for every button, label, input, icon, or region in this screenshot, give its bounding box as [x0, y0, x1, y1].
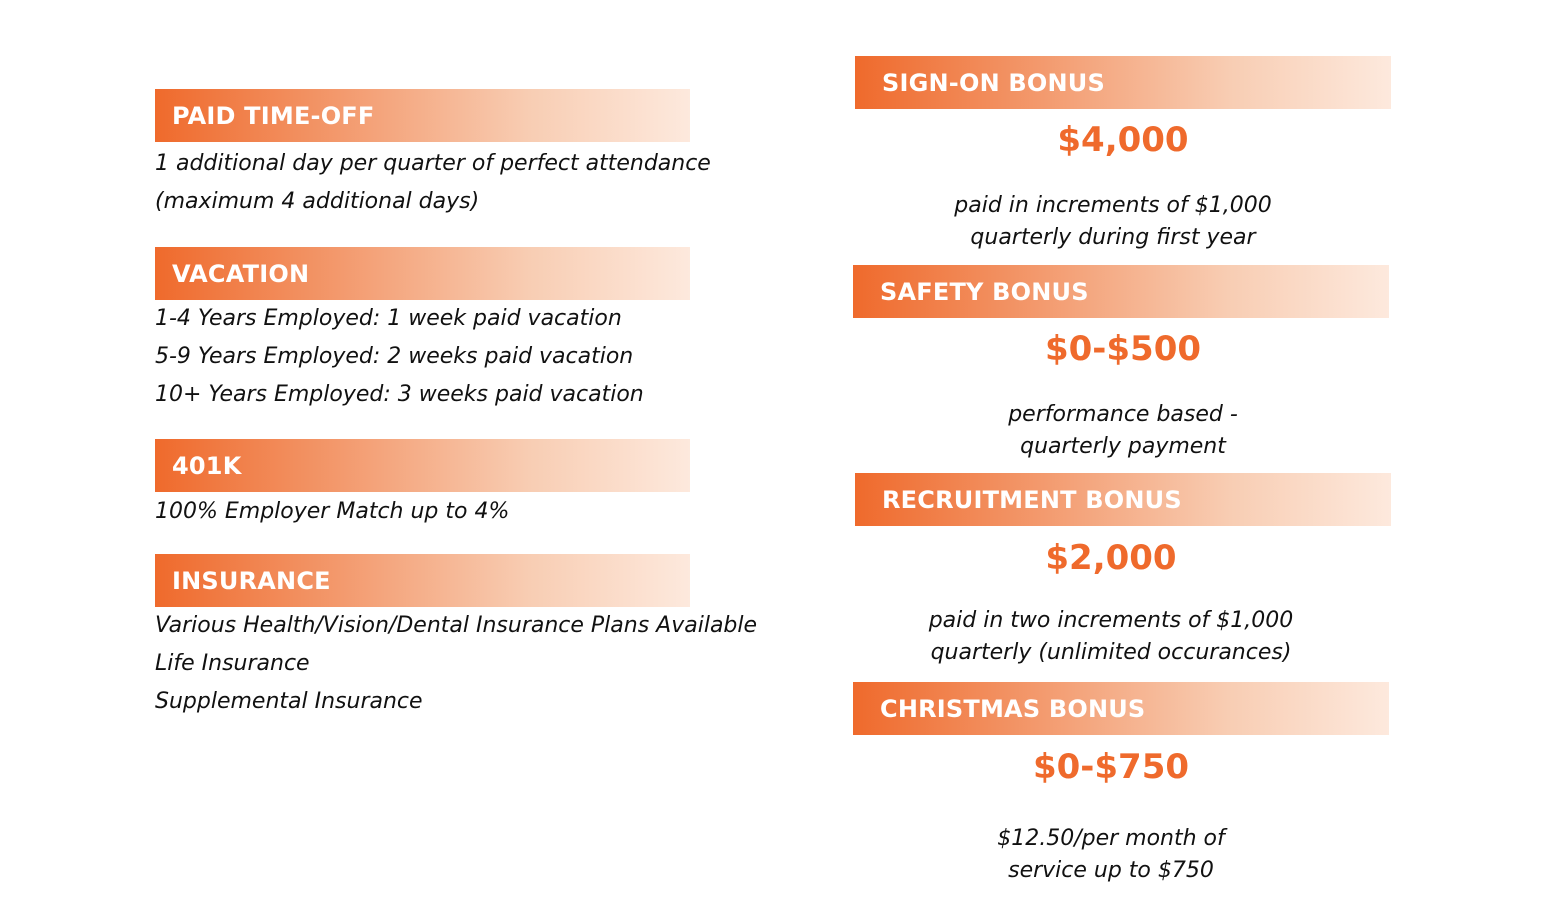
- paid-time-off-details: [155, 145, 711, 221]
- safety-bonus-amount: $0-$500: [1044, 329, 1202, 369]
- paid-time-off-title: PAID TIME-OFF: [172, 101, 375, 130]
- safety-bonus-title: SAFETY BONUS: [880, 277, 1089, 306]
- safety-bonus-header: [853, 265, 1389, 318]
- 401k-title: 401K: [172, 451, 242, 480]
- sign-on-bonus-note: [845, 190, 1381, 254]
- insurance-line: Various Health/Vision/Dental Insurance Plans Available: [155, 613, 758, 638]
- sign-on-bonus-amount: $4,000: [1057, 120, 1189, 160]
- recruitment-bonus-amount: $2,000: [1045, 538, 1177, 578]
- christmas-bonus-title: CHRISTMAS BONUS: [880, 694, 1146, 723]
- safety-bonus-note-line: quarterly payment: [1020, 434, 1226, 459]
- 401k-details: [155, 493, 509, 531]
- christmas-bonus-note-line: $12.50/per month of: [997, 826, 1225, 851]
- christmas-bonus-amount: $0-$750: [1032, 747, 1190, 787]
- vacation-header: [155, 247, 690, 300]
- insurance-header: [155, 554, 690, 607]
- sign-on-bonus-note-line: paid in increments of $1,000: [954, 193, 1272, 218]
- vacation-line: 1-4 Years Employed: 1 week paid vacation: [155, 306, 622, 331]
- insurance-line: Life Insurance: [155, 651, 310, 676]
- christmas-bonus-note-line: service up to $750: [1008, 858, 1214, 883]
- paid-time-off-line: 1 additional day per quarter of perfect attendance: [155, 151, 711, 176]
- christmas-bonus-note: [843, 823, 1379, 887]
- vacation-title: VACATION: [172, 259, 310, 288]
- sign-on-bonus-title: SIGN-ON BONUS: [882, 68, 1105, 97]
- 401k-line: 100% Employer Match up to 4%: [155, 499, 510, 524]
- vacation-line: 5-9 Years Employed: 2 weeks paid vacation: [155, 344, 634, 369]
- safety-bonus-note: [855, 399, 1391, 463]
- christmas-bonus-header: [853, 682, 1389, 735]
- recruitment-bonus-title: RECRUITMENT BONUS: [882, 485, 1182, 514]
- insurance-details: [155, 607, 757, 721]
- 401k-header: [155, 439, 690, 492]
- insurance-line: Supplemental Insurance: [155, 689, 423, 714]
- vacation-line: 10+ Years Employed: 3 weeks paid vacation: [155, 382, 644, 407]
- recruitment-bonus-note: [843, 605, 1379, 669]
- paid-time-off-line: (maximum 4 additional days): [155, 189, 480, 214]
- recruitment-bonus-note-line: paid in two increments of $1,000: [928, 608, 1294, 633]
- paid-time-off-header: [155, 89, 690, 142]
- sign-on-bonus-note-line: quarterly during first year: [970, 225, 1256, 250]
- recruitment-bonus-note-line: quarterly (unlimited occurances): [930, 640, 1292, 665]
- safety-bonus-note-line: performance based -: [1008, 402, 1238, 427]
- sign-on-bonus-header: [855, 56, 1391, 109]
- vacation-details: [155, 300, 644, 414]
- insurance-title: INSURANCE: [172, 566, 331, 595]
- recruitment-bonus-header: [855, 473, 1391, 526]
